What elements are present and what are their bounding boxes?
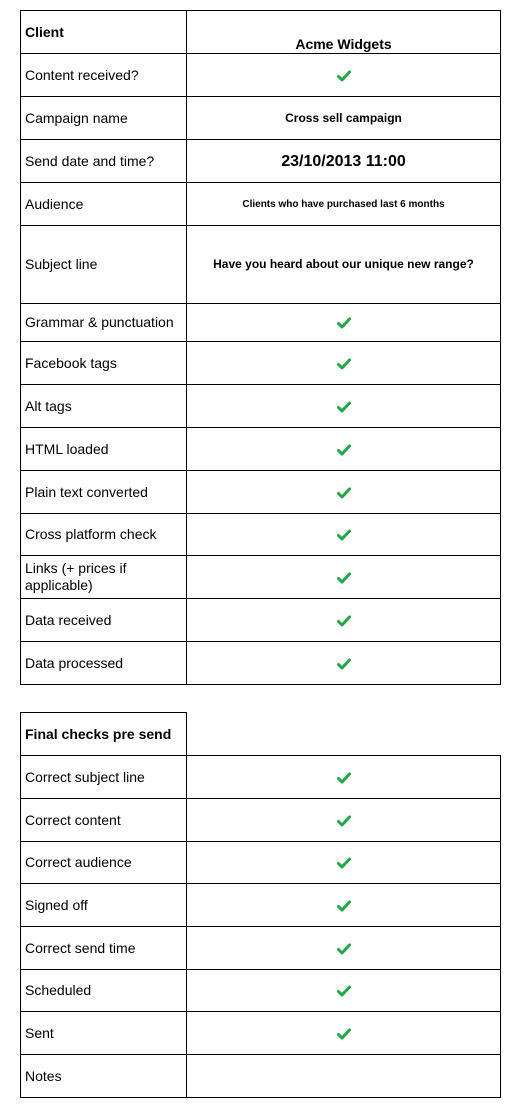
row-cross-platform [21,514,501,556]
alt-tags-status [187,385,501,428]
final-checks-header-blank [187,713,501,756]
html-loaded-status [187,428,501,471]
subject-line-value: Have you heard about our unique new range? [187,226,501,304]
correct-audience-label: Correct audience [21,842,187,884]
links-status [187,556,501,599]
row-html-loaded [21,428,501,471]
facebook-tags-status [187,342,501,385]
row-data-processed [21,642,501,685]
cross-platform-label: Cross platform check [21,514,187,556]
row-correct-subject [21,756,501,799]
html-loaded-label: HTML loaded [21,428,187,471]
row-campaign-name [21,97,501,140]
plain-text-status [187,471,501,514]
checkmark-icon [337,942,351,956]
checkmark-icon [337,486,351,500]
checkmark-icon [337,69,351,83]
sent-label: Sent [21,1012,187,1055]
correct-send-time-label: Correct send time [21,927,187,970]
row-client [21,11,501,54]
row-links [21,556,501,599]
notes-label: Notes [21,1055,187,1098]
checkmark-icon [337,984,351,998]
checkmark-icon [337,443,351,457]
content-received-label: Content received? [21,54,187,97]
cross-platform-status [187,514,501,556]
grammar-label: Grammar & punctuation [21,304,187,342]
content-received-status [187,54,501,97]
row-content-received [21,54,501,97]
checkmark-icon [337,614,351,628]
checkmark-icon [337,771,351,785]
correct-send-time-status [187,927,501,970]
audience-label: Audience [21,183,187,226]
checkmark-icon [337,856,351,870]
row-correct-content [21,799,501,842]
row-grammar [21,304,501,342]
notes-value[interactable] [187,1055,501,1098]
audience-value: Clients who have purchased last 6 months [187,183,501,226]
alt-tags-label: Alt tags [21,385,187,428]
sent-status [187,1012,501,1055]
row-scheduled [21,970,501,1012]
checkmark-icon [337,1027,351,1041]
campaign-name-value: Cross sell campaign [187,97,501,140]
correct-content-label: Correct content [21,799,187,842]
checkmark-icon [337,528,351,542]
row-subject-line [21,226,501,304]
campaign-checklist-table [20,10,501,685]
correct-audience-status [187,842,501,884]
row-send-datetime [21,140,501,183]
subject-line-label: Subject line [21,226,187,304]
checkmark-icon [337,571,351,585]
row-plain-text [21,471,501,514]
client-value: Acme Widgets [187,11,501,54]
final-checks-table [20,712,501,1098]
row-sent [21,1012,501,1055]
row-signed-off [21,884,501,927]
scheduled-label: Scheduled [21,970,187,1012]
row-final-header [21,713,501,756]
checkmark-icon [337,899,351,913]
signed-off-label: Signed off [21,884,187,927]
data-processed-status [187,642,501,685]
correct-content-status [187,799,501,842]
data-received-status [187,599,501,642]
checkmark-icon [337,657,351,671]
checkmark-icon [337,357,351,371]
final-checks-header: Final checks pre send [21,713,187,756]
row-notes [21,1055,501,1098]
scheduled-status [187,970,501,1012]
row-correct-audience [21,842,501,884]
plain-text-label: Plain text converted [21,471,187,514]
row-alt-tags [21,385,501,428]
row-correct-send-time [21,927,501,970]
grammar-status [187,304,501,342]
row-facebook-tags [21,342,501,385]
row-audience [21,183,501,226]
campaign-name-label: Campaign name [21,97,187,140]
checkmark-icon [337,400,351,414]
data-received-label: Data received [21,599,187,642]
correct-subject-label: Correct subject line [21,756,187,799]
client-label: Client [21,11,187,54]
correct-subject-status [187,756,501,799]
send-datetime-value: 23/10/2013 11:00 [187,140,501,183]
data-processed-label: Data processed [21,642,187,685]
checkmark-icon [337,814,351,828]
row-data-received [21,599,501,642]
checkmark-icon [337,316,351,330]
links-label: Links (+ prices if applicable) [21,556,187,599]
facebook-tags-label: Facebook tags [21,342,187,385]
signed-off-status [187,884,501,927]
send-datetime-label: Send date and time? [21,140,187,183]
